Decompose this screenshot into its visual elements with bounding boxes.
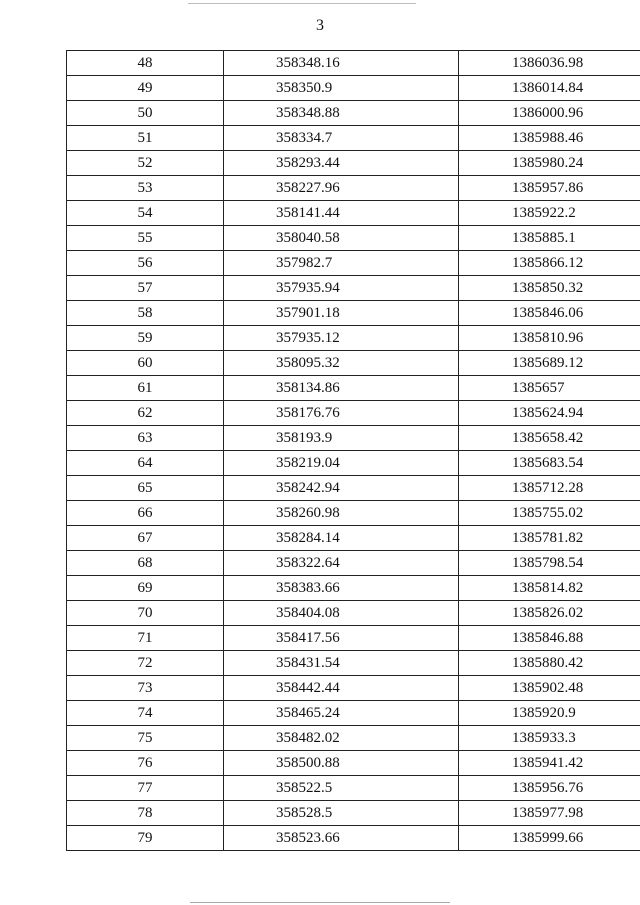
point-number-cell: 49 <box>67 76 224 101</box>
point-number-cell: 61 <box>67 376 224 401</box>
table-row <box>67 376 640 401</box>
table-row <box>67 701 640 726</box>
point-number-cell: 67 <box>67 526 224 551</box>
table-row <box>67 326 640 351</box>
table-row <box>67 801 640 826</box>
point-number-cell: 77 <box>67 776 224 801</box>
table-row <box>67 301 640 326</box>
point-number-cell: 75 <box>67 726 224 751</box>
x-coordinate-cell: 358442.44 <box>224 676 459 701</box>
table-row <box>67 776 640 801</box>
x-coordinate-cell: 358242.94 <box>224 476 459 501</box>
x-coordinate-cell: 357901.18 <box>224 301 459 326</box>
table-row <box>67 451 640 476</box>
table-row <box>67 526 640 551</box>
point-number-cell: 53 <box>67 176 224 201</box>
coordinates-table <box>66 50 640 851</box>
point-number-cell: 79 <box>67 826 224 851</box>
x-coordinate-cell: 358334.7 <box>224 126 459 151</box>
y-coordinate-cell: 1385988.46 <box>459 126 640 151</box>
x-coordinate-cell: 357935.12 <box>224 326 459 351</box>
scan-edge-bottom <box>190 902 450 903</box>
table-row <box>67 351 640 376</box>
point-number-cell: 63 <box>67 426 224 451</box>
table-row <box>67 676 640 701</box>
x-coordinate-cell: 358417.56 <box>224 626 459 651</box>
table-row <box>67 476 640 501</box>
x-coordinate-cell: 358348.16 <box>224 51 459 76</box>
y-coordinate-cell: 1385826.02 <box>459 601 640 626</box>
y-coordinate-cell: 1385755.02 <box>459 501 640 526</box>
page-number: 3 <box>316 17 324 34</box>
table-row <box>67 101 640 126</box>
y-coordinate-cell: 1385922.2 <box>459 201 640 226</box>
y-coordinate-cell: 1385880.42 <box>459 651 640 676</box>
point-number-cell: 66 <box>67 501 224 526</box>
y-coordinate-cell: 1385850.32 <box>459 276 640 301</box>
table-row <box>67 601 640 626</box>
y-coordinate-cell: 1385866.12 <box>459 251 640 276</box>
table-row <box>67 251 640 276</box>
table-row <box>67 151 640 176</box>
x-coordinate-cell: 358482.02 <box>224 726 459 751</box>
y-coordinate-cell: 1385977.98 <box>459 801 640 826</box>
point-number-cell: 68 <box>67 551 224 576</box>
y-coordinate-cell: 1385957.86 <box>459 176 640 201</box>
x-coordinate-cell: 358322.64 <box>224 551 459 576</box>
table-row <box>67 226 640 251</box>
point-number-cell: 70 <box>67 601 224 626</box>
y-coordinate-cell: 1385814.82 <box>459 576 640 601</box>
x-coordinate-cell: 358284.14 <box>224 526 459 551</box>
point-number-cell: 64 <box>67 451 224 476</box>
x-coordinate-cell: 358260.98 <box>224 501 459 526</box>
y-coordinate-cell: 1386014.84 <box>459 76 640 101</box>
point-number-cell: 76 <box>67 751 224 776</box>
point-number-cell: 72 <box>67 651 224 676</box>
y-coordinate-cell: 1385689.12 <box>459 351 640 376</box>
y-coordinate-cell: 1385712.28 <box>459 476 640 501</box>
coordinates-table-body <box>67 51 640 851</box>
point-number-cell: 65 <box>67 476 224 501</box>
x-coordinate-cell: 358348.88 <box>224 101 459 126</box>
point-number-cell: 55 <box>67 226 224 251</box>
x-coordinate-cell: 358219.04 <box>224 451 459 476</box>
point-number-cell: 60 <box>67 351 224 376</box>
y-coordinate-cell: 1385933.3 <box>459 726 640 751</box>
table-row <box>67 276 640 301</box>
point-number-cell: 78 <box>67 801 224 826</box>
x-coordinate-cell: 357982.7 <box>224 251 459 276</box>
scan-edge-top <box>188 3 416 4</box>
x-coordinate-cell: 358522.5 <box>224 776 459 801</box>
table-row <box>67 201 640 226</box>
x-coordinate-cell: 358465.24 <box>224 701 459 726</box>
point-number-cell: 48 <box>67 51 224 76</box>
y-coordinate-cell: 1385885.1 <box>459 226 640 251</box>
y-coordinate-cell: 1386000.96 <box>459 101 640 126</box>
table-row <box>67 51 640 76</box>
x-coordinate-cell: 358431.54 <box>224 651 459 676</box>
x-coordinate-cell: 358176.76 <box>224 401 459 426</box>
point-number-cell: 69 <box>67 576 224 601</box>
x-coordinate-cell: 358040.58 <box>224 226 459 251</box>
y-coordinate-cell: 1385846.06 <box>459 301 640 326</box>
x-coordinate-cell: 358134.86 <box>224 376 459 401</box>
point-number-cell: 54 <box>67 201 224 226</box>
x-coordinate-cell: 358383.66 <box>224 576 459 601</box>
table-row <box>67 76 640 101</box>
table-row <box>67 576 640 601</box>
x-coordinate-cell: 358293.44 <box>224 151 459 176</box>
point-number-cell: 58 <box>67 301 224 326</box>
table-row <box>67 626 640 651</box>
y-coordinate-cell: 1385956.76 <box>459 776 640 801</box>
y-coordinate-cell: 1385683.54 <box>459 451 640 476</box>
point-number-cell: 52 <box>67 151 224 176</box>
point-number-cell: 74 <box>67 701 224 726</box>
table-row <box>67 126 640 151</box>
point-number-cell: 50 <box>67 101 224 126</box>
y-coordinate-cell: 1385658.42 <box>459 426 640 451</box>
point-number-cell: 56 <box>67 251 224 276</box>
table-row <box>67 426 640 451</box>
x-coordinate-cell: 358404.08 <box>224 601 459 626</box>
y-coordinate-cell: 1385846.88 <box>459 626 640 651</box>
table-row <box>67 176 640 201</box>
x-coordinate-cell: 358193.9 <box>224 426 459 451</box>
x-coordinate-cell: 358528.5 <box>224 801 459 826</box>
x-coordinate-cell: 358095.32 <box>224 351 459 376</box>
table-row <box>67 751 640 776</box>
point-number-cell: 73 <box>67 676 224 701</box>
y-coordinate-cell: 1385798.54 <box>459 551 640 576</box>
y-coordinate-cell: 1385657 <box>459 376 640 401</box>
y-coordinate-cell: 1385810.96 <box>459 326 640 351</box>
y-coordinate-cell: 1385999.66 <box>459 826 640 851</box>
table-row <box>67 551 640 576</box>
y-coordinate-cell: 1386036.98 <box>459 51 640 76</box>
point-number-cell: 57 <box>67 276 224 301</box>
table-row <box>67 726 640 751</box>
y-coordinate-cell: 1385941.42 <box>459 751 640 776</box>
y-coordinate-cell: 1385920.9 <box>459 701 640 726</box>
point-number-cell: 62 <box>67 401 224 426</box>
point-number-cell: 59 <box>67 326 224 351</box>
x-coordinate-cell: 358227.96 <box>224 176 459 201</box>
table-row <box>67 401 640 426</box>
x-coordinate-cell: 357935.94 <box>224 276 459 301</box>
table-row <box>67 826 640 851</box>
x-coordinate-cell: 358523.66 <box>224 826 459 851</box>
table-row <box>67 651 640 676</box>
table-row <box>67 501 640 526</box>
point-number-cell: 51 <box>67 126 224 151</box>
y-coordinate-cell: 1385624.94 <box>459 401 640 426</box>
point-number-cell: 71 <box>67 626 224 651</box>
x-coordinate-cell: 358141.44 <box>224 201 459 226</box>
y-coordinate-cell: 1385980.24 <box>459 151 640 176</box>
y-coordinate-cell: 1385902.48 <box>459 676 640 701</box>
x-coordinate-cell: 358500.88 <box>224 751 459 776</box>
x-coordinate-cell: 358350.9 <box>224 76 459 101</box>
y-coordinate-cell: 1385781.82 <box>459 526 640 551</box>
